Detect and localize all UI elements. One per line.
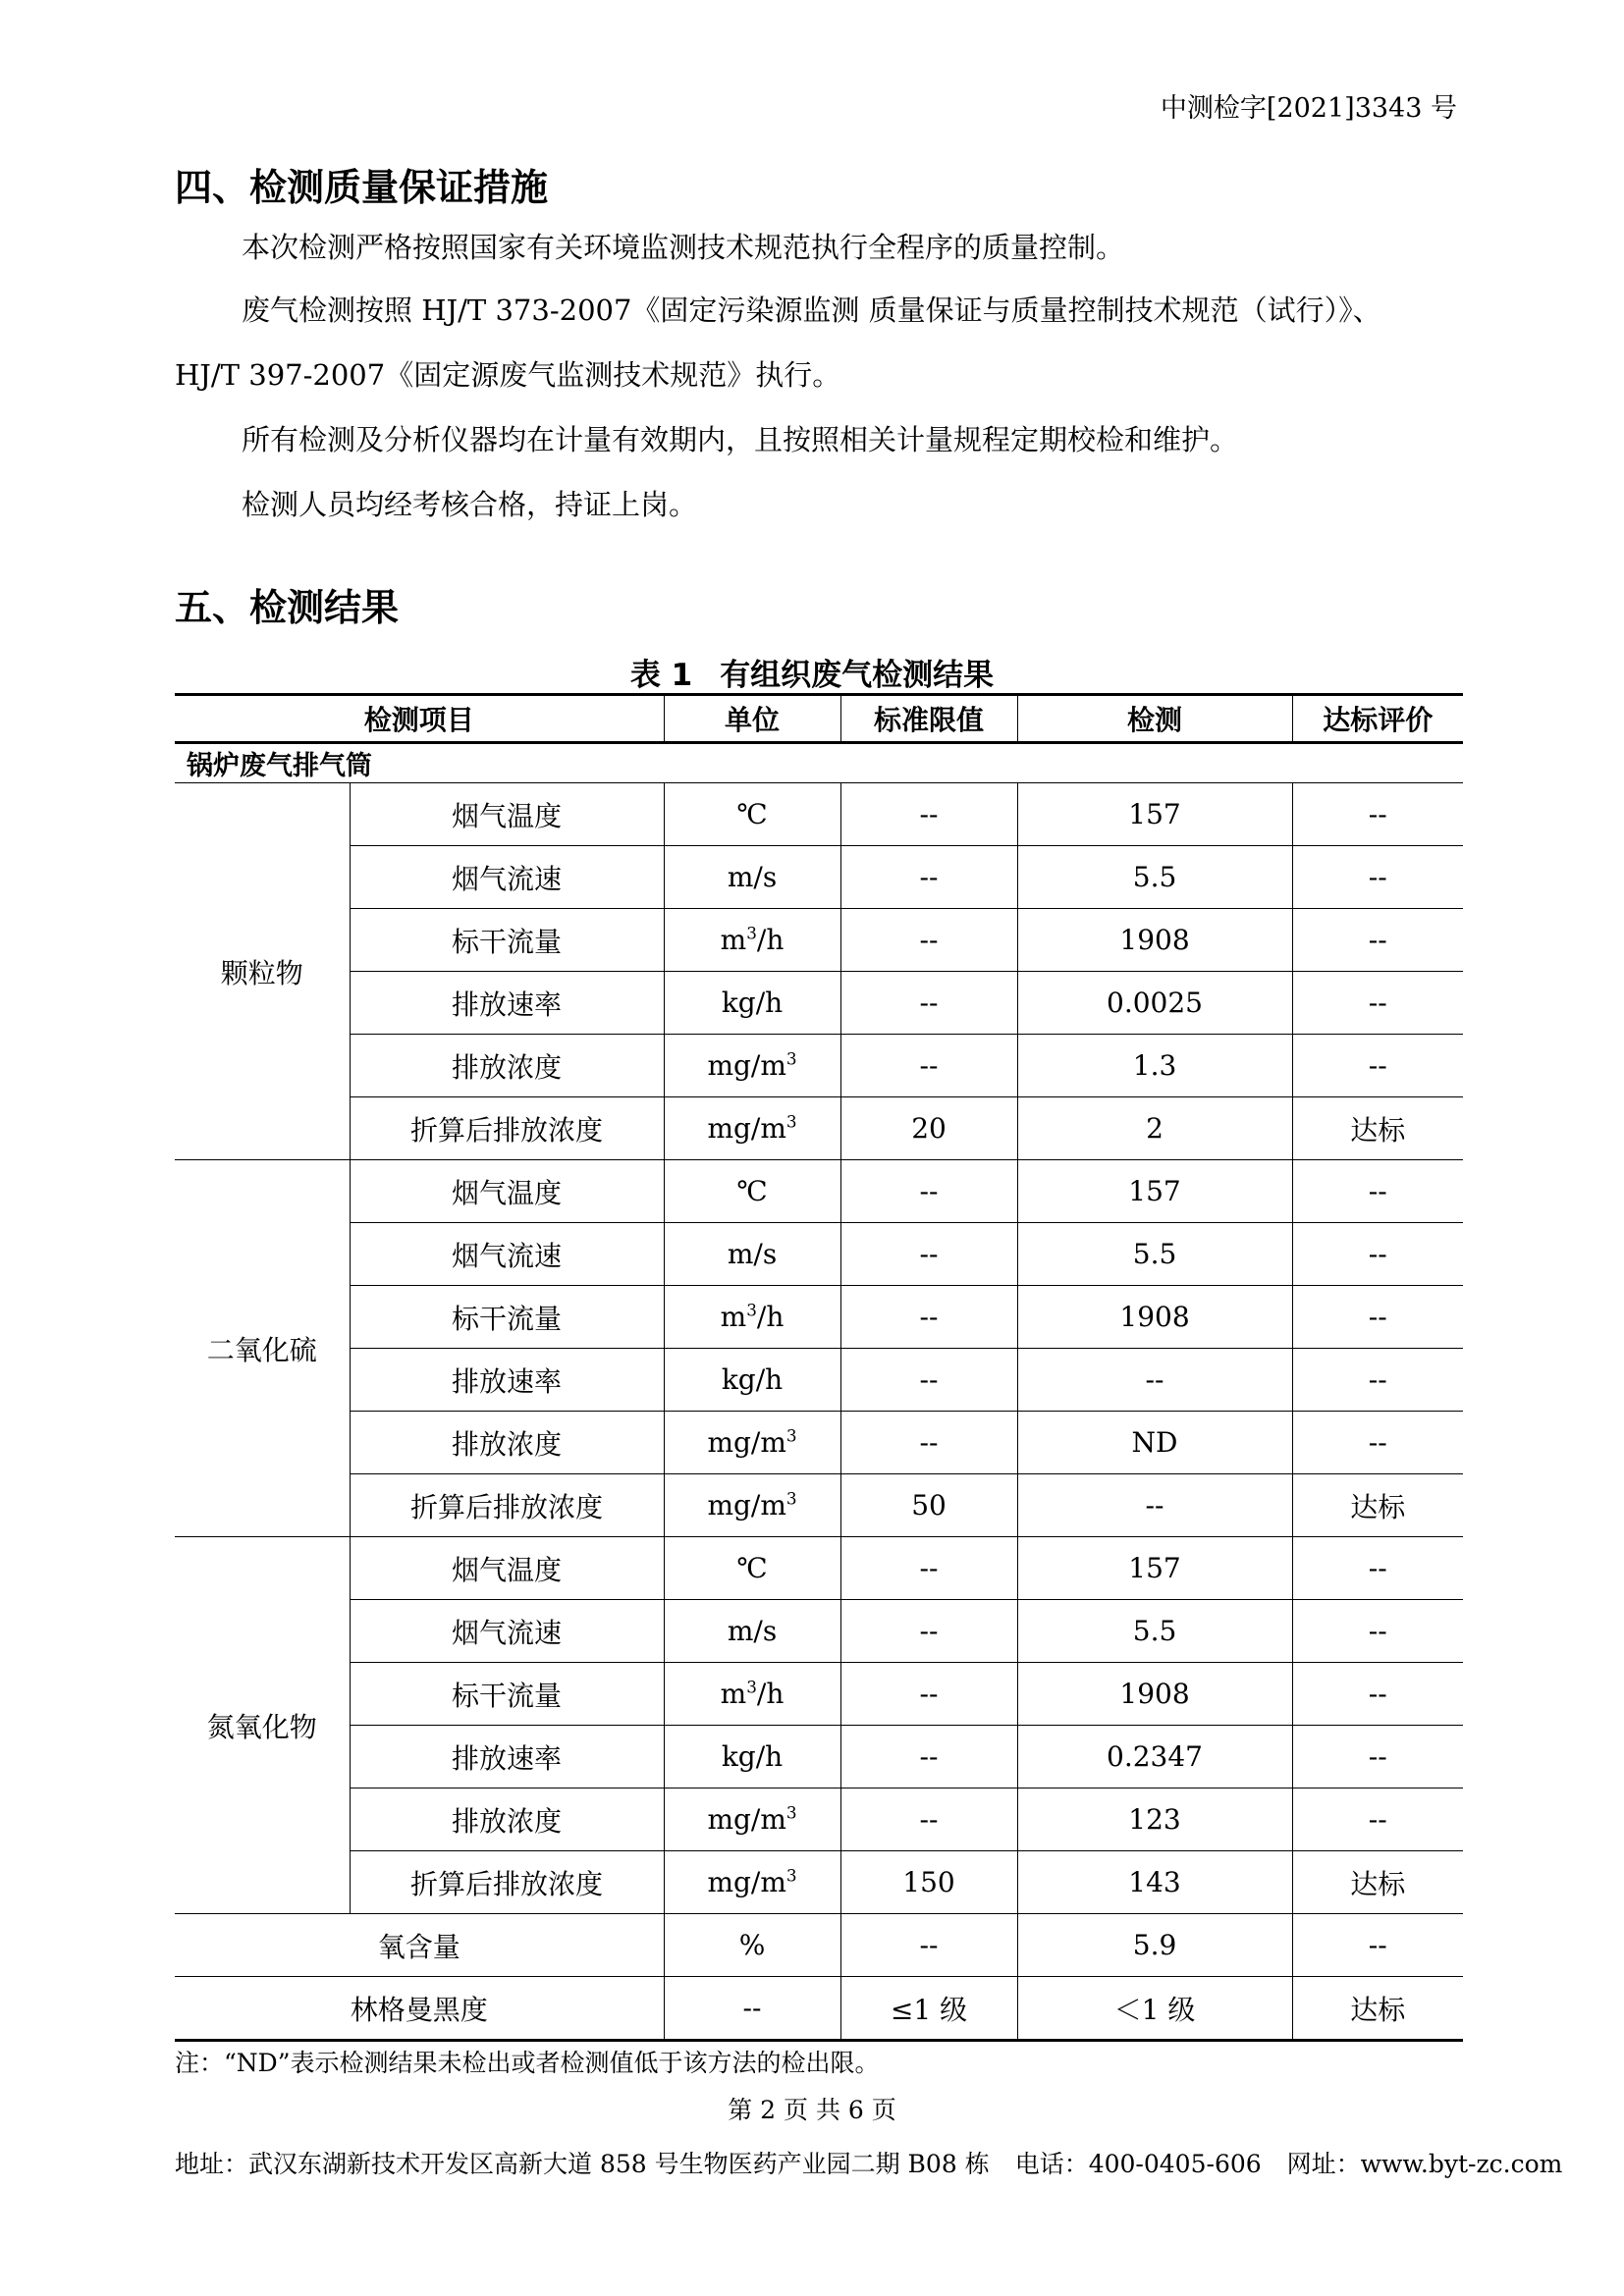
limit-cell: --: [840, 1223, 1017, 1286]
unit-cell: [664, 1286, 840, 1349]
unit-cell: --: [664, 1977, 840, 2041]
table-row: [175, 783, 1463, 846]
value-cell: 5.9: [1017, 1914, 1292, 1977]
unit-text: m: [720, 1301, 747, 1333]
results-table: [175, 693, 1463, 2042]
unit-text: m/s: [727, 1615, 778, 1647]
table-row: [175, 909, 1463, 972]
unit-text: kg/h: [721, 1363, 784, 1396]
unit-superscript: 3: [785, 1865, 797, 1886]
evaluation-cell: --: [1292, 1412, 1463, 1474]
value-cell: 157: [1017, 1537, 1292, 1600]
unit-cell: [664, 1097, 840, 1160]
value-cell: --: [1017, 1474, 1292, 1537]
unit-cell: [664, 1851, 840, 1914]
table-row: [175, 972, 1463, 1035]
limit-cell: --: [840, 909, 1017, 972]
table-row: [175, 1160, 1463, 1223]
value-cell: --: [1017, 1349, 1292, 1412]
unit-cell: [664, 1223, 840, 1286]
item-cell: 排放速率: [350, 1349, 664, 1412]
pollutant-name: 氮氧化物: [175, 1537, 350, 1914]
paragraph: 检测人员均经考核合格，持证上岗。: [242, 488, 698, 521]
limit-cell: 20: [840, 1097, 1017, 1160]
unit-cell: [664, 1474, 840, 1537]
item-cell: 标干流量: [350, 1286, 664, 1349]
unit-cell: [664, 1035, 840, 1097]
unit-text: m: [720, 924, 747, 956]
table-row: [175, 1789, 1463, 1851]
table-row: [175, 846, 1463, 909]
unit-text: ℃: [736, 1175, 768, 1207]
unit-cell: [664, 1726, 840, 1789]
item-cell: 标干流量: [350, 1663, 664, 1726]
unit-cell: [664, 972, 840, 1035]
value-cell: 1908: [1017, 1286, 1292, 1349]
pollutant-name: 二氧化硫: [175, 1160, 350, 1537]
unit-cell: [664, 783, 840, 846]
evaluation-cell: --: [1292, 1035, 1463, 1097]
limit-cell: --: [840, 1600, 1017, 1663]
item-cell: 烟气温度: [350, 1537, 664, 1600]
table-caption: [0, 650, 1624, 694]
item-cell: 排放浓度: [350, 1789, 664, 1851]
column-header: 达标评价: [1292, 695, 1463, 743]
unit-superscript: 3: [785, 1802, 797, 1823]
item-cell: 折算后排放浓度: [350, 1474, 664, 1537]
evaluation-cell: --: [1292, 1537, 1463, 1600]
column-header: 检测: [1017, 695, 1292, 743]
unit-text: mg/m: [707, 1049, 786, 1082]
value-cell: 143: [1017, 1851, 1292, 1914]
evaluation-cell: --: [1292, 783, 1463, 846]
unit-text: mg/m: [707, 1866, 786, 1898]
table-row: [175, 1851, 1463, 1914]
section-heading-quality: 四、检测质量保证措施: [175, 166, 549, 209]
unit-text: ℃: [736, 1552, 768, 1584]
evaluation-cell: 达标: [1292, 1977, 1463, 2041]
unit-superscript: 3: [785, 1488, 797, 1509]
table-row: [175, 1914, 1463, 1977]
table-caption-title: 有组织废气检测结果: [720, 658, 995, 693]
unit-cell: [664, 1160, 840, 1223]
value-cell: 0.2347: [1017, 1726, 1292, 1789]
limit-cell: --: [840, 1286, 1017, 1349]
page-number: 第 2 页 共 6 页: [728, 2096, 896, 2124]
unit-cell: %: [664, 1914, 840, 1977]
unit-text: m/s: [727, 1238, 778, 1270]
column-header: 标准限值: [840, 695, 1017, 743]
unit-superscript: 3: [785, 1425, 797, 1446]
item-cell: 氧含量: [175, 1914, 664, 1977]
table-row: [175, 1600, 1463, 1663]
unit-cell: [664, 1412, 840, 1474]
limit-cell: --: [840, 1789, 1017, 1851]
paragraph: HJ/T 397-2007《固定源废气监测技术规范》执行。: [175, 358, 841, 392]
evaluation-cell: --: [1292, 1789, 1463, 1851]
table-row: [175, 1977, 1463, 2041]
unit-cell: [664, 1600, 840, 1663]
evaluation-cell: --: [1292, 1663, 1463, 1726]
limit-cell: --: [840, 783, 1017, 846]
evaluation-cell: --: [1292, 1223, 1463, 1286]
unit-tail: /h: [756, 1301, 785, 1333]
paragraph: 废气检测按照 HJ/T 373-2007《固定污染源监测 质量保证与质量控制技术规范（试行）》、: [242, 294, 1381, 327]
value-cell: 5.5: [1017, 1600, 1292, 1663]
unit-text: mg/m: [707, 1489, 786, 1522]
paragraph: 本次检测严格按照国家有关环境监测技术规范执行全程序的质量控制。: [242, 231, 1125, 264]
evaluation-cell: --: [1292, 1160, 1463, 1223]
unit-superscript: 3: [746, 923, 757, 943]
evaluation-cell: --: [1292, 909, 1463, 972]
table-group-row: [175, 743, 1463, 783]
limit-cell: --: [840, 1035, 1017, 1097]
unit-cell: [664, 1789, 840, 1851]
unit-cell: [664, 1663, 840, 1726]
unit-tail: /h: [756, 924, 785, 956]
report-number: 中测检字[2021]3343 号: [1160, 93, 1457, 124]
value-cell: 5.5: [1017, 1223, 1292, 1286]
unit-superscript: 3: [746, 1300, 757, 1320]
evaluation-cell: 达标: [1292, 1097, 1463, 1160]
item-cell: 烟气流速: [350, 1223, 664, 1286]
table-header-row: [175, 695, 1463, 743]
column-header: 单位: [664, 695, 840, 743]
item-cell: 排放速率: [350, 972, 664, 1035]
table-row: [175, 1474, 1463, 1537]
footer-address: 地址：武汉东湖新技术开发区高新大道 858 号生物医药产业园二期 B08 栋: [175, 2150, 990, 2178]
value-cell: 1908: [1017, 1663, 1292, 1726]
limit-cell: --: [840, 846, 1017, 909]
section-heading-results: 五、检测结果: [175, 586, 400, 629]
item-cell: 烟气流速: [350, 1600, 664, 1663]
table-row: [175, 1349, 1463, 1412]
limit-cell: ≤1 级: [840, 1977, 1017, 2041]
value-cell: 5.5: [1017, 846, 1292, 909]
table-note: 注：“ND”表示检测结果未检出或者检测值低于该方法的检出限。: [175, 2049, 880, 2077]
limit-cell: --: [840, 1726, 1017, 1789]
item-cell: 烟气温度: [350, 1160, 664, 1223]
table-row: [175, 1097, 1463, 1160]
unit-cell: [664, 846, 840, 909]
unit-text: kg/h: [721, 987, 784, 1019]
table-row: [175, 1663, 1463, 1726]
evaluation-cell: --: [1292, 1600, 1463, 1663]
unit-superscript: 3: [785, 1111, 797, 1132]
limit-cell: --: [840, 972, 1017, 1035]
value-cell: 157: [1017, 1160, 1292, 1223]
item-cell: 折算后排放浓度: [350, 1851, 664, 1914]
item-cell: 烟气流速: [350, 846, 664, 909]
footer: [175, 2145, 1562, 2180]
value-cell: 1.3: [1017, 1035, 1292, 1097]
limit-cell: --: [840, 1663, 1017, 1726]
table-row: [175, 1537, 1463, 1600]
value-cell: 157: [1017, 783, 1292, 846]
unit-text: mg/m: [707, 1803, 786, 1836]
unit-text: ℃: [736, 798, 768, 830]
value-cell: 123: [1017, 1789, 1292, 1851]
item-cell: 折算后排放浓度: [350, 1097, 664, 1160]
evaluation-cell: --: [1292, 1349, 1463, 1412]
limit-cell: --: [840, 1160, 1017, 1223]
table-caption-number: 表 1: [629, 658, 693, 693]
group-title: 锅炉废气排气筒: [175, 743, 1463, 783]
evaluation-cell: 达标: [1292, 1474, 1463, 1537]
evaluation-cell: --: [1292, 1914, 1463, 1977]
column-header: 检测项目: [175, 695, 664, 743]
table-row: [175, 1223, 1463, 1286]
footer-phone: 电话：400-0405-606: [1014, 2150, 1262, 2178]
evaluation-cell: --: [1292, 972, 1463, 1035]
limit-cell: --: [840, 1537, 1017, 1600]
table-row: [175, 1286, 1463, 1349]
limit-cell: --: [840, 1349, 1017, 1412]
pollutant-name: 颗粒物: [175, 783, 350, 1160]
limit-cell: 50: [840, 1474, 1017, 1537]
table-row: [175, 1412, 1463, 1474]
item-cell: 排放浓度: [350, 1035, 664, 1097]
item-cell: 烟气温度: [350, 783, 664, 846]
value-cell: 2: [1017, 1097, 1292, 1160]
unit-superscript: 3: [785, 1048, 797, 1069]
value-cell: 1908: [1017, 909, 1292, 972]
unit-cell: [664, 1349, 840, 1412]
footer-website: 网址：www.byt-zc.com: [1286, 2150, 1563, 2178]
unit-text: kg/h: [721, 1740, 784, 1773]
table-row: [175, 1035, 1463, 1097]
unit-superscript: 3: [746, 1677, 757, 1697]
unit-text: mg/m: [707, 1112, 786, 1145]
evaluation-cell: --: [1292, 846, 1463, 909]
evaluation-cell: 达标: [1292, 1851, 1463, 1914]
limit-cell: 150: [840, 1851, 1017, 1914]
paragraph: 所有检测及分析仪器均在计量有效期内，且按照相关计量规程定期校检和维护。: [242, 423, 1239, 456]
limit-cell: --: [840, 1914, 1017, 1977]
item-cell: 排放浓度: [350, 1412, 664, 1474]
value-cell: ND: [1017, 1412, 1292, 1474]
evaluation-cell: --: [1292, 1726, 1463, 1789]
value-cell: 0.0025: [1017, 972, 1292, 1035]
limit-cell: --: [840, 1412, 1017, 1474]
table-row: [175, 1726, 1463, 1789]
unit-tail: /h: [756, 1678, 785, 1710]
item-cell: 林格曼黑度: [175, 1977, 664, 2041]
unit-text: mg/m: [707, 1426, 786, 1459]
unit-cell: [664, 909, 840, 972]
value-cell: ＜1 级: [1017, 1977, 1292, 2041]
unit-text: m: [720, 1678, 747, 1710]
evaluation-cell: --: [1292, 1286, 1463, 1349]
unit-cell: [664, 1537, 840, 1600]
item-cell: 排放速率: [350, 1726, 664, 1789]
item-cell: 标干流量: [350, 909, 664, 972]
unit-text: m/s: [727, 861, 778, 893]
